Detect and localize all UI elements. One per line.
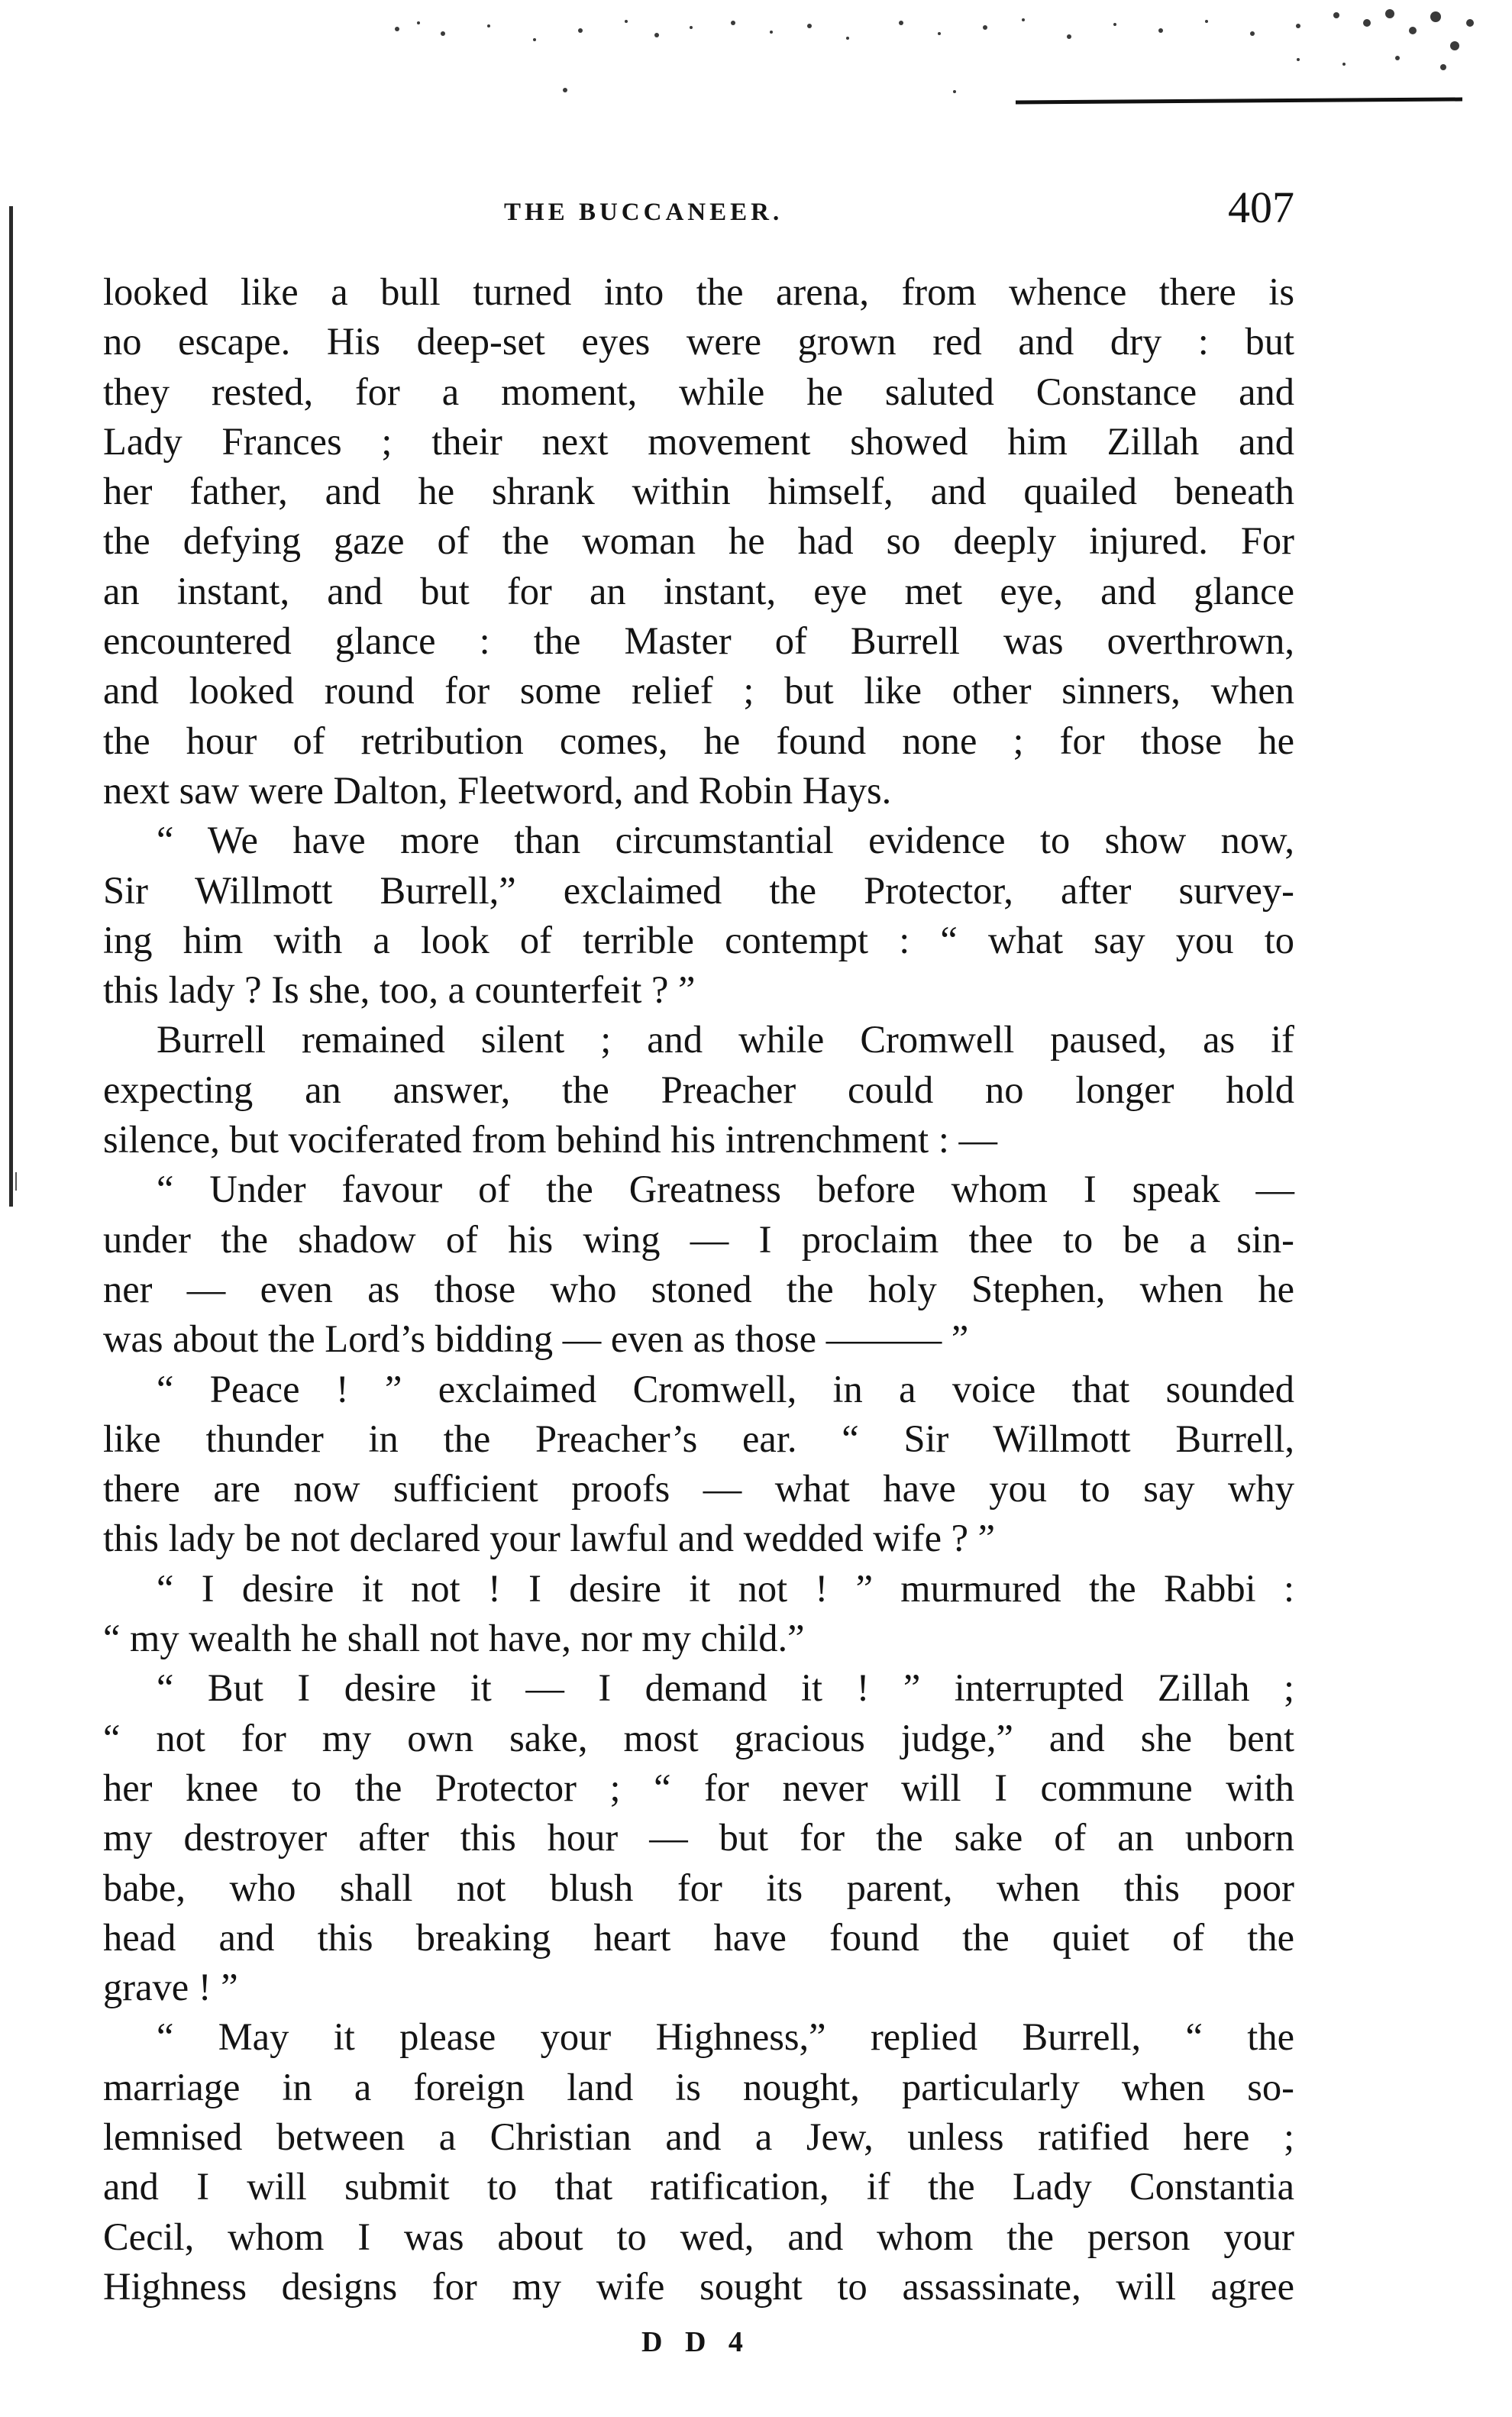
text-line: this lady be not declared your lawful and wedded wife ? ”	[103, 1517, 996, 1560]
page-number: 407	[1228, 183, 1294, 232]
text-line: “ But I desire it — I demand it ! ” interrupted Zillah ;	[157, 1666, 1294, 1710]
text-line: silence, but vociferated from behind his intrenchment : —	[103, 1118, 997, 1162]
body-text	[103, 267, 1294, 2312]
text-line: an instant, and but for an instant, eye met eye, and glance	[103, 569, 1294, 612]
text-line: Sir Willmott Burrell,” exclaimed the Protector, after survey-	[103, 868, 1294, 912]
text-line: “ We have more than circumstantial evidence to show now,	[157, 819, 1294, 862]
text-line: like thunder in the Preacher’s ear. “ Sir Willmott Burrell,	[103, 1417, 1294, 1460]
running-header	[103, 182, 1294, 235]
text-line: her father, and he shrank within himself, and quailed beneath	[103, 470, 1294, 513]
text-line: lemnised between a Christian and a Jew, unless ratified here ;	[103, 2115, 1294, 2158]
text-line: Highness designs for my wife sought to assassinate, will agree	[103, 2264, 1294, 2308]
text-line: and looked round for some relief ; but like other sinners, when	[103, 669, 1294, 712]
text-line: “ I desire it not ! I desire it not ! ” murmured the Rabbi :	[157, 1566, 1294, 1610]
text-line: they rested, for a moment, while he saluted Constance and	[103, 370, 1294, 413]
text-line: “ my wealth he shall not have, nor my child.”	[103, 1617, 805, 1660]
text-line: next saw were Dalton, Fleetword, and Robin Hays.	[103, 768, 892, 812]
text-line: her knee to the Protector ; “ for never will I commune with	[103, 1766, 1294, 1809]
scan-edge-line	[9, 206, 13, 1207]
signature-mark: D D 4	[641, 2326, 751, 2358]
text-line: expecting an answer, the Preacher could no longer hold	[103, 1068, 1294, 1111]
text-line: Lady Frances ; their next movement showed him Zillah and	[103, 419, 1294, 463]
text-line: grave ! ”	[103, 1966, 238, 2009]
text-line: my destroyer after this hour — but for the sake of an unborn	[103, 1816, 1294, 1860]
text-line: ing him with a look of terrible contempt : “ what say you to	[103, 918, 1294, 961]
scan-speckle-artifacts	[0, 0, 1512, 137]
text-line: the defying gaze of the woman he had so deeply injured. For	[103, 519, 1294, 563]
text-line: “ not for my own sake, most gracious judge,” and she bent	[103, 1716, 1294, 1759]
text-line: under the shadow of his wing — I proclaim thee to be a sin-	[103, 1217, 1294, 1261]
text-line: was about the Lord’s bidding — even as those ——— ”	[103, 1317, 969, 1361]
running-title: THE BUCCANEER.	[504, 199, 783, 226]
text-line: Cecil, whom I was about to wed, and whom the person your	[103, 2215, 1294, 2258]
text-line: no escape. His deep-set eyes were grown red and dry : but	[103, 320, 1294, 364]
text-line: “ May it please your Highness,” replied Burrell, “ the	[157, 2015, 1294, 2059]
text-line: looked like a bull turned into the arena, from whence there is	[103, 270, 1294, 313]
text-line: encountered glance : the Master of Burrell was overthrown,	[103, 619, 1294, 663]
scan-edge-mark	[15, 1172, 17, 1191]
text-line: there are now sufficient proofs — what have you to say why	[103, 1467, 1294, 1511]
text-line: head and this breaking heart have found the quiet of the	[103, 1915, 1294, 1959]
text-line: babe, who shall not blush for its parent, when this poor	[103, 1866, 1294, 1909]
text-line: “ Under favour of the Greatness before whom I speak —	[157, 1168, 1294, 1211]
text-line: this lady ? Is she, too, a counterfeit ? ”	[103, 968, 696, 1012]
text-line: “ Peace ! ” exclaimed Cromwell, in a voice that sounded	[157, 1367, 1294, 1410]
text-line: Burrell remained silent ; and while Cromwell paused, as if	[157, 1018, 1294, 1061]
text-line: ner — even as those who stoned the holy Stephen, when he	[103, 1267, 1294, 1310]
text-line: marriage in a foreign land is nought, particularly when so-	[103, 2065, 1294, 2108]
text-line: and I will submit to that ratification, if the Lady Constantia	[103, 2165, 1294, 2209]
text-line: the hour of retribution comes, he found none ; for those he	[103, 719, 1294, 762]
